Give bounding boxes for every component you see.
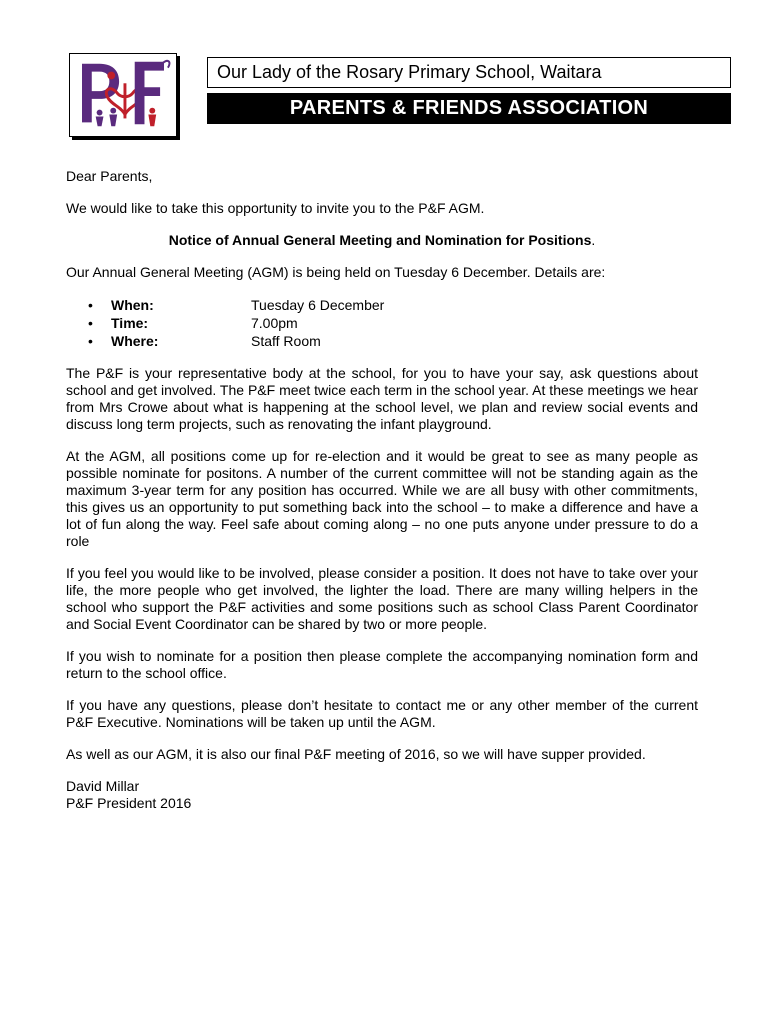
school-name: Our Lady of the Rosary Primary School, Waitara [217, 62, 602, 82]
representative-paragraph: The P&F is your representative body at the school, for you to have your say, ask questions about school and get involved. The P&F meet twice each term in the school year. At these meetings we hear from Mrs Crowe about what is happening at the school level, we plan and review social events and discuss long term projects, such as renovating the infant playground. [66, 365, 698, 432]
bullet-icon: • [88, 333, 93, 349]
notice-heading-period: . [591, 232, 596, 248]
salutation: Dear Parents, [66, 168, 153, 184]
notice-heading-text: Notice of Annual General Meeting and Nomination for Positions [168, 232, 592, 248]
detail-value: 7.00pm [251, 315, 298, 331]
signoff-name: David Millar [66, 778, 140, 794]
election-paragraph: At the AGM, all positions come up for re-election and it would be great to see as many people as possible nominate for positons. A number of the current committee will not be standing again as the maximum 3-year term for any position has occurred. While we are all busy with other commitments, this gives us an opportunity to put something back into the school – to make a difference and have a lot of fun along the way. Feel safe about coming along – no one puts anyone under pressure to do a role [66, 448, 698, 549]
nomination-paragraph: If you wish to nominate for a position then please complete the accompanying nomination form and return to the school office. [66, 648, 698, 681]
association-banner [207, 93, 731, 124]
detail-time [66, 314, 698, 332]
pf-logo [69, 53, 177, 137]
letter-body [66, 168, 698, 812]
detail-label: Where: [111, 333, 159, 349]
supper-paragraph: As well as our AGM, it is also our final P&F meeting of 2016, so we will have supper provided. [66, 746, 646, 762]
intro-paragraph: We would like to take this opportunity to invite you to the P&F AGM. [66, 200, 485, 216]
agm-sentence: Our Annual General Meeting (AGM) is being held on Tuesday 6 December. Details are: [66, 264, 606, 280]
notice-heading [66, 232, 698, 249]
detail-label: Time: [111, 315, 149, 331]
detail-when [66, 296, 698, 314]
association-title: PARENTS & FRIENDS ASSOCIATION [289, 97, 649, 119]
meeting-details-list [66, 296, 698, 350]
detail-value: Tuesday 6 December [251, 297, 385, 313]
questions-paragraph: If you have any questions, please don’t hesitate to contact me or any other member of the current P&F Executive. Nominations will be taken up until the AGM. [66, 697, 698, 730]
involvement-paragraph: If you feel you would like to be involved, please consider a position. It does not have to take over your life, the more people who get involved, the lighter the load. There are many willing helpers in the school who support the P&F activities and some positions such as school Class Parent Coordinator and Social Event Coordinator can be shared by two or more people. [66, 565, 698, 632]
school-name-box [207, 57, 731, 88]
detail-label: When: [111, 297, 154, 313]
detail-value: Staff Room [251, 333, 321, 349]
bullet-icon: • [88, 315, 93, 331]
detail-where [66, 332, 698, 350]
pf-logo-graphic [70, 54, 176, 136]
signoff-title: P&F President 2016 [66, 795, 192, 811]
bullet-icon: • [88, 297, 93, 313]
